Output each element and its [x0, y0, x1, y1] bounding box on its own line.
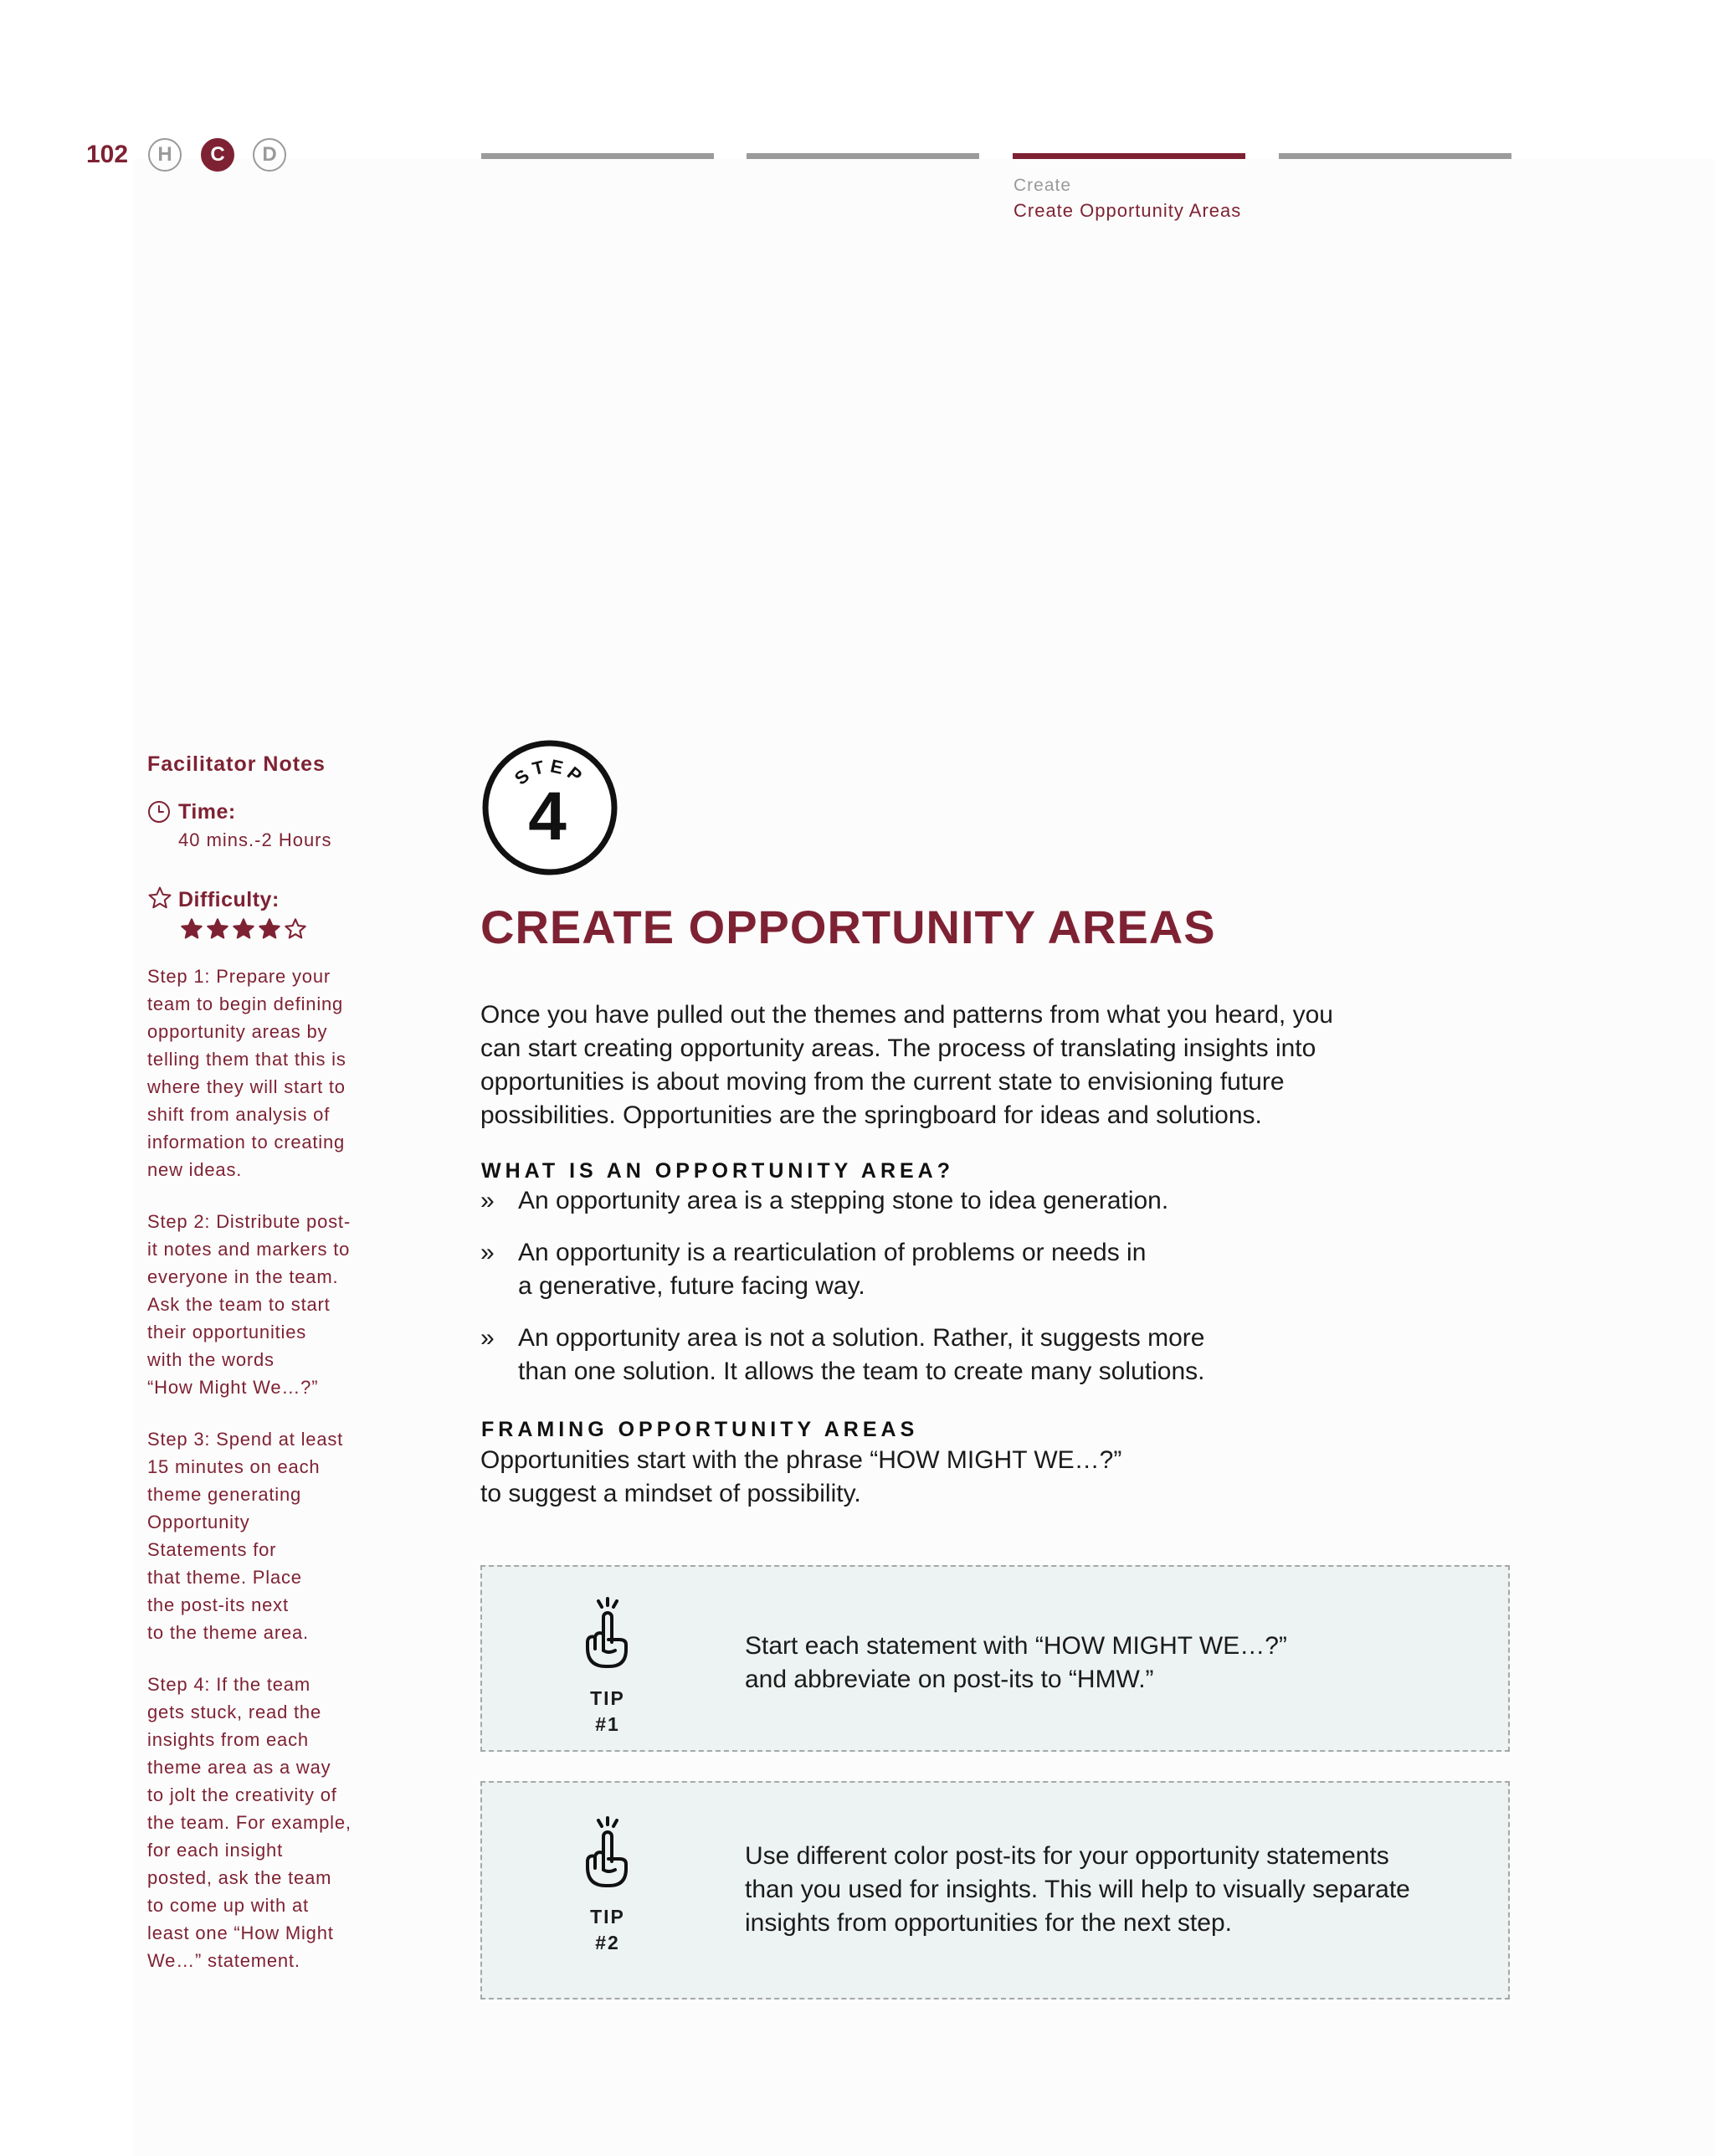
page-title: CREATE OPPORTUNITY AREAS — [480, 901, 1216, 953]
list-item — [480, 1236, 1510, 1303]
definition-list — [480, 1184, 1510, 1407]
progress-segment-4 — [1279, 153, 1511, 159]
framing-paragraph: Opportunities start with the phrase “HOW MIGHT WE…?” to suggest a mindset of possibility. — [480, 1446, 1122, 1507]
progress-segment-3-active — [1013, 153, 1245, 159]
bullet-text: An opportunity area is a stepping stone to idea generation. — [518, 1187, 1169, 1214]
time-value: 40 mins.-2 Hours — [178, 829, 332, 850]
list-item — [480, 1184, 1510, 1218]
intro-paragraph: Once you have pulled out the themes and patterns from what you heard, you can start creating opportunity areas. The process of translating insights into opportunities is about moving from the current state to envisioning future possibilities. Opportunities are the springboard for ideas and solutions. — [480, 1001, 1333, 1129]
pointing-finger-icon — [578, 1595, 637, 1679]
tip-1-box — [480, 1565, 1510, 1752]
framing-heading: FRAMING OPPORTUNITY AREAS — [481, 1418, 919, 1441]
progress-segment-2 — [747, 153, 979, 159]
time-label: Time: — [178, 800, 236, 824]
breadcrumb-current: Create Opportunity Areas — [1014, 200, 1242, 221]
step-label: STEP — [510, 755, 590, 789]
star-filled-icon — [232, 917, 255, 941]
facilitator-step-2: Step 2: Distribute post- it notes and markers to everyone in the team. Ask the team to start their opportunities with the words “How Might We…?” — [147, 1211, 351, 1398]
facilitator-step-1: Step 1: Prepare your team to begin defining opportunity areas by telling them that this is where they will start to shift from analysis of information to creating new ideas. — [147, 966, 346, 1180]
progress-segment-1 — [481, 153, 714, 159]
tip-2-text: Use different color post-its for your opportunity statements than you used for insights. This will help to visually separate insights from opportunities for the next step. — [745, 1842, 1410, 1937]
bullet-text: An opportunity is a rearticulation of problems or needs in a generative, future facing way. — [518, 1239, 1147, 1300]
what-is-heading: WHAT IS AN OPPORTUNITY AREA? — [481, 1159, 954, 1183]
section-d-indicator[interactable]: D — [253, 138, 286, 172]
star-filled-icon — [206, 917, 229, 941]
star-filled-icon — [258, 917, 281, 941]
difficulty-label: Difficulty: — [178, 888, 280, 911]
facilitator-step-4: Step 4: If the team gets stuck, read the insights from each theme area as a way to jolt the creativity of the team. For example, for each insight posted, ask the team to come up with at least one “How Might We…” statement. — [147, 1674, 352, 1971]
star-filled-icon — [180, 917, 203, 941]
list-item — [480, 1322, 1510, 1389]
page-number: 102 — [86, 141, 129, 168]
pointing-finger-icon — [578, 1815, 637, 1898]
facilitator-step-3: Step 3: Spend at least 15 minutes on each theme generating Opportunity Statements for that theme. Place the post-its next to the theme area. — [147, 1429, 344, 1643]
tip-1-text: Start each statement with “HOW MIGHT WE…?” and abbreviate on post-its to “HMW.” — [745, 1632, 1287, 1693]
clock-icon — [147, 800, 171, 824]
bullet-marker: » — [480, 1239, 495, 1266]
bullet-text: An opportunity area is not a solution. Rather, it suggests more than one solution. It allows the team to create many solutions. — [518, 1324, 1205, 1385]
breadcrumb-parent[interactable]: Create — [1014, 176, 1072, 195]
tip-1-label: TIP #1 — [590, 1687, 625, 1735]
section-c-indicator[interactable]: C — [201, 138, 234, 172]
facilitator-steps — [147, 963, 390, 1999]
star-empty-icon — [284, 917, 307, 941]
section-h-indicator[interactable]: H — [148, 138, 182, 172]
tip-2-box — [480, 1781, 1510, 1999]
bullet-marker: » — [480, 1187, 495, 1214]
step-number: 4 — [528, 778, 567, 855]
tip-2-label: TIP #2 — [590, 1906, 625, 1953]
step-badge — [481, 739, 618, 876]
bullet-marker: » — [480, 1324, 495, 1352]
difficulty-rating — [180, 917, 307, 942]
star-outline-icon — [147, 886, 172, 911]
facilitator-notes-title: Facilitator Notes — [147, 752, 326, 776]
